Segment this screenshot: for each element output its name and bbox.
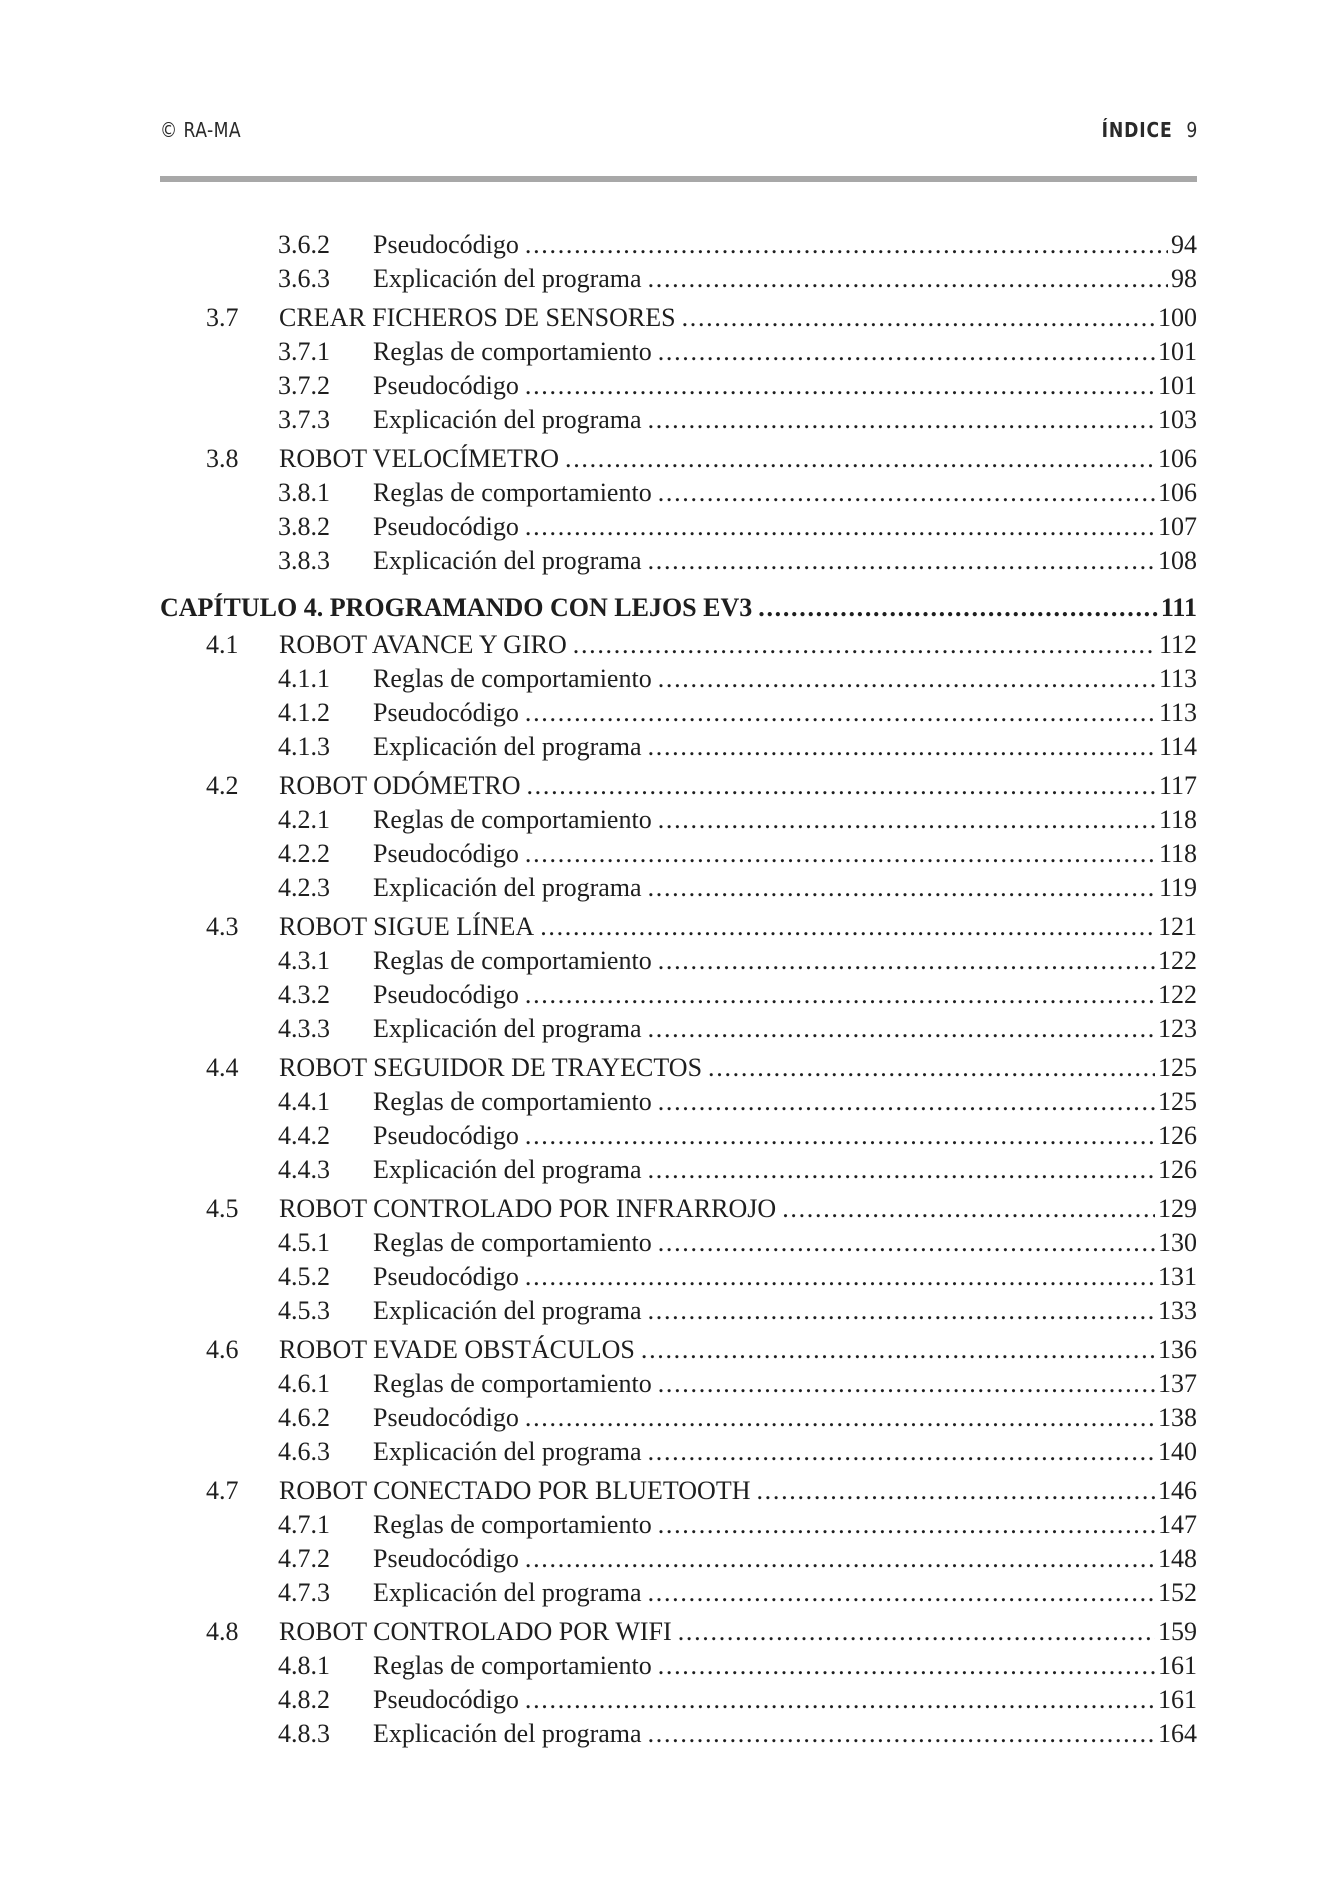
dot-leader <box>565 442 1155 476</box>
toc-subsection-entry <box>160 1576 1197 1610</box>
dot-leader <box>648 1294 1155 1328</box>
toc-entry-title: ROBOT EVADE OBSTÁCULOS <box>279 1335 635 1364</box>
toc-subsection-entry <box>160 1153 1197 1187</box>
dot-leader <box>678 1615 1155 1649</box>
toc-entry-number: 4.7 <box>206 1476 239 1505</box>
toc-entry-page: 107 <box>1158 512 1197 541</box>
dot-leader <box>658 335 1155 369</box>
toc-entry-title: Pseudocódigo <box>373 1262 519 1291</box>
toc-entry-page: 117 <box>1158 771 1197 800</box>
toc-entry-number: 3.8 <box>206 444 239 473</box>
toc-entry-title: CAPÍTULO 4. PROGRAMANDO CON LEJOS EV3 <box>160 593 753 622</box>
toc-entry-title: Explicación del programa <box>373 1296 642 1325</box>
toc-entry-number: 3.6.2 <box>278 230 330 259</box>
toc-entry-title: Explicación del programa <box>373 1719 642 1748</box>
toc-entry-title: ROBOT SIGUE LÍNEA <box>279 912 535 941</box>
toc-entry-number: 4.3 <box>206 912 239 941</box>
dot-leader <box>525 696 1156 730</box>
dot-leader <box>525 1260 1155 1294</box>
toc-entry-number: 4.8 <box>206 1617 239 1646</box>
toc-entry-page: 121 <box>1158 912 1197 941</box>
dot-leader <box>658 1508 1155 1542</box>
dot-leader <box>525 228 1168 262</box>
toc-entry-title: Reglas de comportamiento <box>373 478 652 507</box>
toc-subsection-entry <box>160 803 1197 837</box>
dot-leader <box>658 1649 1155 1683</box>
toc-entry-page: 148 <box>1158 1544 1197 1573</box>
toc-subsection-entry <box>160 1085 1197 1119</box>
toc-subsection-entry <box>160 335 1197 369</box>
dot-leader <box>648 1717 1155 1751</box>
toc-section-entry <box>160 442 1197 476</box>
dot-leader <box>758 588 1158 628</box>
toc-subsection-entry <box>160 403 1197 437</box>
toc-entry-number: 4.4.1 <box>278 1087 330 1116</box>
dot-leader <box>648 1435 1155 1469</box>
toc-entry-number: 4.4.3 <box>278 1155 330 1184</box>
toc-entry-number: 4.6.2 <box>278 1403 330 1432</box>
toc-section-entry <box>160 769 1197 803</box>
toc-section-entry <box>160 1192 1197 1226</box>
toc-subsection-entry <box>160 1367 1197 1401</box>
toc-entry-title: Reglas de comportamiento <box>373 1369 652 1398</box>
dot-leader <box>648 1012 1155 1046</box>
toc-entry-title: Reglas de comportamiento <box>373 1087 652 1116</box>
toc-entry-page: 106 <box>1158 478 1197 507</box>
toc-subsection-entry <box>160 696 1197 730</box>
toc-entry-title: ROBOT AVANCE Y GIRO <box>279 630 567 659</box>
toc-entry-number: 4.3.2 <box>278 980 330 1009</box>
toc-entry-number: 3.8.1 <box>278 478 330 507</box>
header-right <box>1101 118 1197 142</box>
dot-leader <box>756 1474 1155 1508</box>
toc-subsection-entry <box>160 978 1197 1012</box>
toc-entry-page: 112 <box>1158 630 1197 659</box>
toc-entry-number: 3.8.2 <box>278 512 330 541</box>
toc-entry-number: 4.5.1 <box>278 1228 330 1257</box>
toc-subsection-entry <box>160 837 1197 871</box>
toc-subsection-entry <box>160 510 1197 544</box>
toc-entry-page: 125 <box>1158 1053 1197 1082</box>
toc-entry-title: Reglas de comportamiento <box>373 337 652 366</box>
toc-entry-title: ROBOT VELOCÍMETRO <box>279 444 559 473</box>
toc-entry-title: Reglas de comportamiento <box>373 1510 652 1539</box>
dot-leader <box>526 769 1155 803</box>
toc-section-entry <box>160 1051 1197 1085</box>
toc-entry-page: 161 <box>1158 1685 1197 1714</box>
toc-entry-number: 4.8.1 <box>278 1651 330 1680</box>
toc-entry-title: ROBOT SEGUIDOR DE TRAYECTOS <box>279 1053 703 1082</box>
toc-entry-page: 125 <box>1158 1087 1197 1116</box>
toc-entry-number: 4.4.2 <box>278 1121 330 1150</box>
toc-subsection-entry <box>160 1401 1197 1435</box>
toc-entry-page: 98 <box>1171 264 1197 293</box>
toc-subsection-entry <box>160 1435 1197 1469</box>
toc-entry-title: Pseudocódigo <box>373 980 519 1009</box>
section-title: ÍNDICE <box>1101 118 1173 142</box>
dot-leader <box>573 628 1156 662</box>
dot-leader <box>525 1683 1155 1717</box>
toc-subsection-entry <box>160 544 1197 578</box>
toc-subsection-entry <box>160 1294 1197 1328</box>
toc-entry-page: 126 <box>1158 1155 1197 1184</box>
toc-subsection-entry <box>160 1717 1197 1751</box>
toc-entry-page: 122 <box>1158 980 1197 1009</box>
toc-entry-title: Explicación del programa <box>373 732 642 761</box>
toc-entry-title: Explicación del programa <box>373 1437 642 1466</box>
dot-leader <box>648 871 1156 905</box>
toc-entry-page: 94 <box>1171 230 1197 259</box>
toc-entry-number: 4.6 <box>206 1335 239 1364</box>
dot-leader <box>525 837 1156 871</box>
toc-entry-title: Reglas de comportamiento <box>373 664 652 693</box>
dot-leader <box>525 510 1155 544</box>
toc-entry-number: 4.1.1 <box>278 664 330 693</box>
toc-entry-page: 152 <box>1158 1578 1197 1607</box>
toc-subsection-entry <box>160 662 1197 696</box>
toc-subsection-entry <box>160 1542 1197 1576</box>
toc-entry-title: Pseudocódigo <box>373 839 519 868</box>
toc-subsection-entry <box>160 1226 1197 1260</box>
toc-entry-number: 4.6.1 <box>278 1369 330 1398</box>
toc-entry-page: 101 <box>1158 371 1197 400</box>
toc-section-entry <box>160 301 1197 335</box>
toc-entry-title: ROBOT CONTROLADO POR WIFI <box>279 1617 672 1646</box>
toc-entry-number: 3.6.3 <box>278 264 330 293</box>
toc-entry-page: 159 <box>1158 1617 1197 1646</box>
toc-chapter-entry <box>160 588 1197 628</box>
toc-entry-page: 108 <box>1158 546 1197 575</box>
toc-subsection-entry <box>160 871 1197 905</box>
dot-leader <box>658 803 1156 837</box>
dot-leader <box>658 476 1155 510</box>
toc-entry-number: 4.7.3 <box>278 1578 330 1607</box>
toc-entry-page: 103 <box>1158 405 1197 434</box>
toc-section-entry <box>160 910 1197 944</box>
toc-entry-title: ROBOT CONTROLADO POR INFRARROJO <box>279 1194 777 1223</box>
toc-section-entry <box>160 1474 1197 1508</box>
toc-subsection-entry <box>160 1683 1197 1717</box>
dot-leader <box>525 1542 1155 1576</box>
toc-entry-page: 164 <box>1158 1719 1197 1748</box>
toc-entry-page: 133 <box>1158 1296 1197 1325</box>
toc-subsection-entry <box>160 262 1197 296</box>
dot-leader <box>708 1051 1155 1085</box>
toc-entry-number: 4.3.1 <box>278 946 330 975</box>
toc-entry-page: 111 <box>1160 593 1197 622</box>
toc-entry-number: 4.1.2 <box>278 698 330 727</box>
dot-leader <box>540 910 1155 944</box>
dot-leader <box>525 369 1155 403</box>
toc-entry-number: 4.6.3 <box>278 1437 330 1466</box>
toc-entry-number: 4.7.1 <box>278 1510 330 1539</box>
toc-entry-number: 4.2 <box>206 771 239 800</box>
toc-entry-page: 100 <box>1158 303 1197 332</box>
toc-entry-number: 3.7.3 <box>278 405 330 434</box>
toc-entry-page: 147 <box>1158 1510 1197 1539</box>
toc-section-entry <box>160 1615 1197 1649</box>
toc-entry-title: CREAR FICHEROS DE SENSORES <box>279 303 676 332</box>
toc-entry-number: 4.1 <box>206 630 239 659</box>
toc-entry-title: Pseudocódigo <box>373 512 519 541</box>
toc-subsection-entry <box>160 1649 1197 1683</box>
toc-entry-title: ROBOT ODÓMETRO <box>279 771 521 800</box>
toc-entry-page: 118 <box>1158 839 1197 868</box>
dot-leader <box>658 1226 1155 1260</box>
toc-entry-title: Pseudocódigo <box>373 1121 519 1150</box>
toc-entry-page: 106 <box>1158 444 1197 473</box>
toc-entry-page: 140 <box>1158 1437 1197 1466</box>
toc-entry-title: Explicación del programa <box>373 1578 642 1607</box>
toc-entry-number: 3.7.1 <box>278 337 330 366</box>
toc-entry-page: 113 <box>1158 698 1197 727</box>
toc-entry-number: 4.5 <box>206 1194 239 1223</box>
toc-entry-page: 114 <box>1158 732 1197 761</box>
toc-subsection-entry <box>160 1012 1197 1046</box>
toc-entry-title: Explicación del programa <box>373 264 642 293</box>
toc-entry-number: 4.5.3 <box>278 1296 330 1325</box>
toc-subsection-entry <box>160 730 1197 764</box>
toc-section-entry <box>160 628 1197 662</box>
dot-leader <box>648 544 1155 578</box>
header-rule <box>160 176 1197 182</box>
toc-entry-page: 129 <box>1158 1194 1197 1223</box>
toc-subsection-entry <box>160 228 1197 262</box>
toc-subsection-entry <box>160 1508 1197 1542</box>
dot-leader <box>525 978 1155 1012</box>
toc-entry-title: Explicación del programa <box>373 1155 642 1184</box>
toc-subsection-entry <box>160 369 1197 403</box>
toc-entry-page: 161 <box>1158 1651 1197 1680</box>
toc-entry-title: Reglas de comportamiento <box>373 1228 652 1257</box>
toc-entry-page: 138 <box>1158 1403 1197 1432</box>
toc-entry-title: Pseudocódigo <box>373 1544 519 1573</box>
toc-subsection-entry <box>160 476 1197 510</box>
toc-entry-page: 123 <box>1158 1014 1197 1043</box>
publisher-copyright: © RA-MA <box>160 118 242 142</box>
toc-subsection-entry <box>160 944 1197 978</box>
toc-entry-title: Explicación del programa <box>373 405 642 434</box>
toc-entry-title: Pseudocódigo <box>373 230 519 259</box>
toc-entry-page: 130 <box>1158 1228 1197 1257</box>
running-header <box>160 112 1197 152</box>
toc-entry-page: 136 <box>1158 1335 1197 1364</box>
dot-leader <box>641 1333 1155 1367</box>
toc-entry-page: 126 <box>1158 1121 1197 1150</box>
toc-entry-page: 113 <box>1158 664 1197 693</box>
dot-leader <box>782 1192 1155 1226</box>
toc-entry-number: 4.7.2 <box>278 1544 330 1573</box>
toc-entry-title: Explicación del programa <box>373 546 642 575</box>
toc-entry-page: 146 <box>1158 1476 1197 1505</box>
toc-entry-number: 4.5.2 <box>278 1262 330 1291</box>
dot-leader <box>658 1367 1155 1401</box>
toc-entry-number: 4.8.2 <box>278 1685 330 1714</box>
toc-entry-title: Pseudocódigo <box>373 1403 519 1432</box>
toc-entry-number: 3.7.2 <box>278 371 330 400</box>
toc-entry-title: Explicación del programa <box>373 873 642 902</box>
toc-entry-number: 4.8.3 <box>278 1719 330 1748</box>
toc-entry-number: 3.7 <box>206 303 239 332</box>
toc-entry-page: 118 <box>1158 805 1197 834</box>
dot-leader <box>682 301 1155 335</box>
toc-entry-number: 4.2.2 <box>278 839 330 868</box>
dot-leader <box>648 730 1156 764</box>
toc-entry-title: Pseudocódigo <box>373 1685 519 1714</box>
toc-entry-title: Pseudocódigo <box>373 371 519 400</box>
dot-leader <box>658 944 1155 978</box>
toc-entry-page: 119 <box>1158 873 1197 902</box>
toc-entry-title: Reglas de comportamiento <box>373 946 652 975</box>
dot-leader <box>525 1401 1155 1435</box>
toc-section-entry <box>160 1333 1197 1367</box>
toc-entry-page: 137 <box>1158 1369 1197 1398</box>
toc-entry-number: 3.8.3 <box>278 546 330 575</box>
toc-entry-title: Explicación del programa <box>373 1014 642 1043</box>
dot-leader <box>525 1119 1155 1153</box>
table-of-contents <box>160 228 1197 1751</box>
toc-entry-number: 4.1.3 <box>278 732 330 761</box>
toc-subsection-entry <box>160 1119 1197 1153</box>
toc-entry-number: 4.3.3 <box>278 1014 330 1043</box>
toc-entry-title: Reglas de comportamiento <box>373 805 652 834</box>
toc-entry-title: Reglas de comportamiento <box>373 1651 652 1680</box>
toc-entry-number: 4.2.1 <box>278 805 330 834</box>
dot-leader <box>648 1153 1155 1187</box>
toc-entry-title: ROBOT CONECTADO POR BLUETOOTH <box>279 1476 751 1505</box>
dot-leader <box>648 1576 1155 1610</box>
dot-leader <box>658 1085 1155 1119</box>
toc-entry-page: 101 <box>1158 337 1197 366</box>
dot-leader <box>658 662 1156 696</box>
page-number: 9 <box>1186 118 1197 142</box>
toc-entry-number: 4.4 <box>206 1053 239 1082</box>
toc-subsection-entry <box>160 1260 1197 1294</box>
dot-leader <box>648 262 1168 296</box>
dot-leader <box>648 403 1155 437</box>
toc-entry-number: 4.2.3 <box>278 873 330 902</box>
toc-entry-page: 122 <box>1158 946 1197 975</box>
toc-entry-page: 131 <box>1158 1262 1197 1291</box>
toc-entry-title: Pseudocódigo <box>373 698 519 727</box>
